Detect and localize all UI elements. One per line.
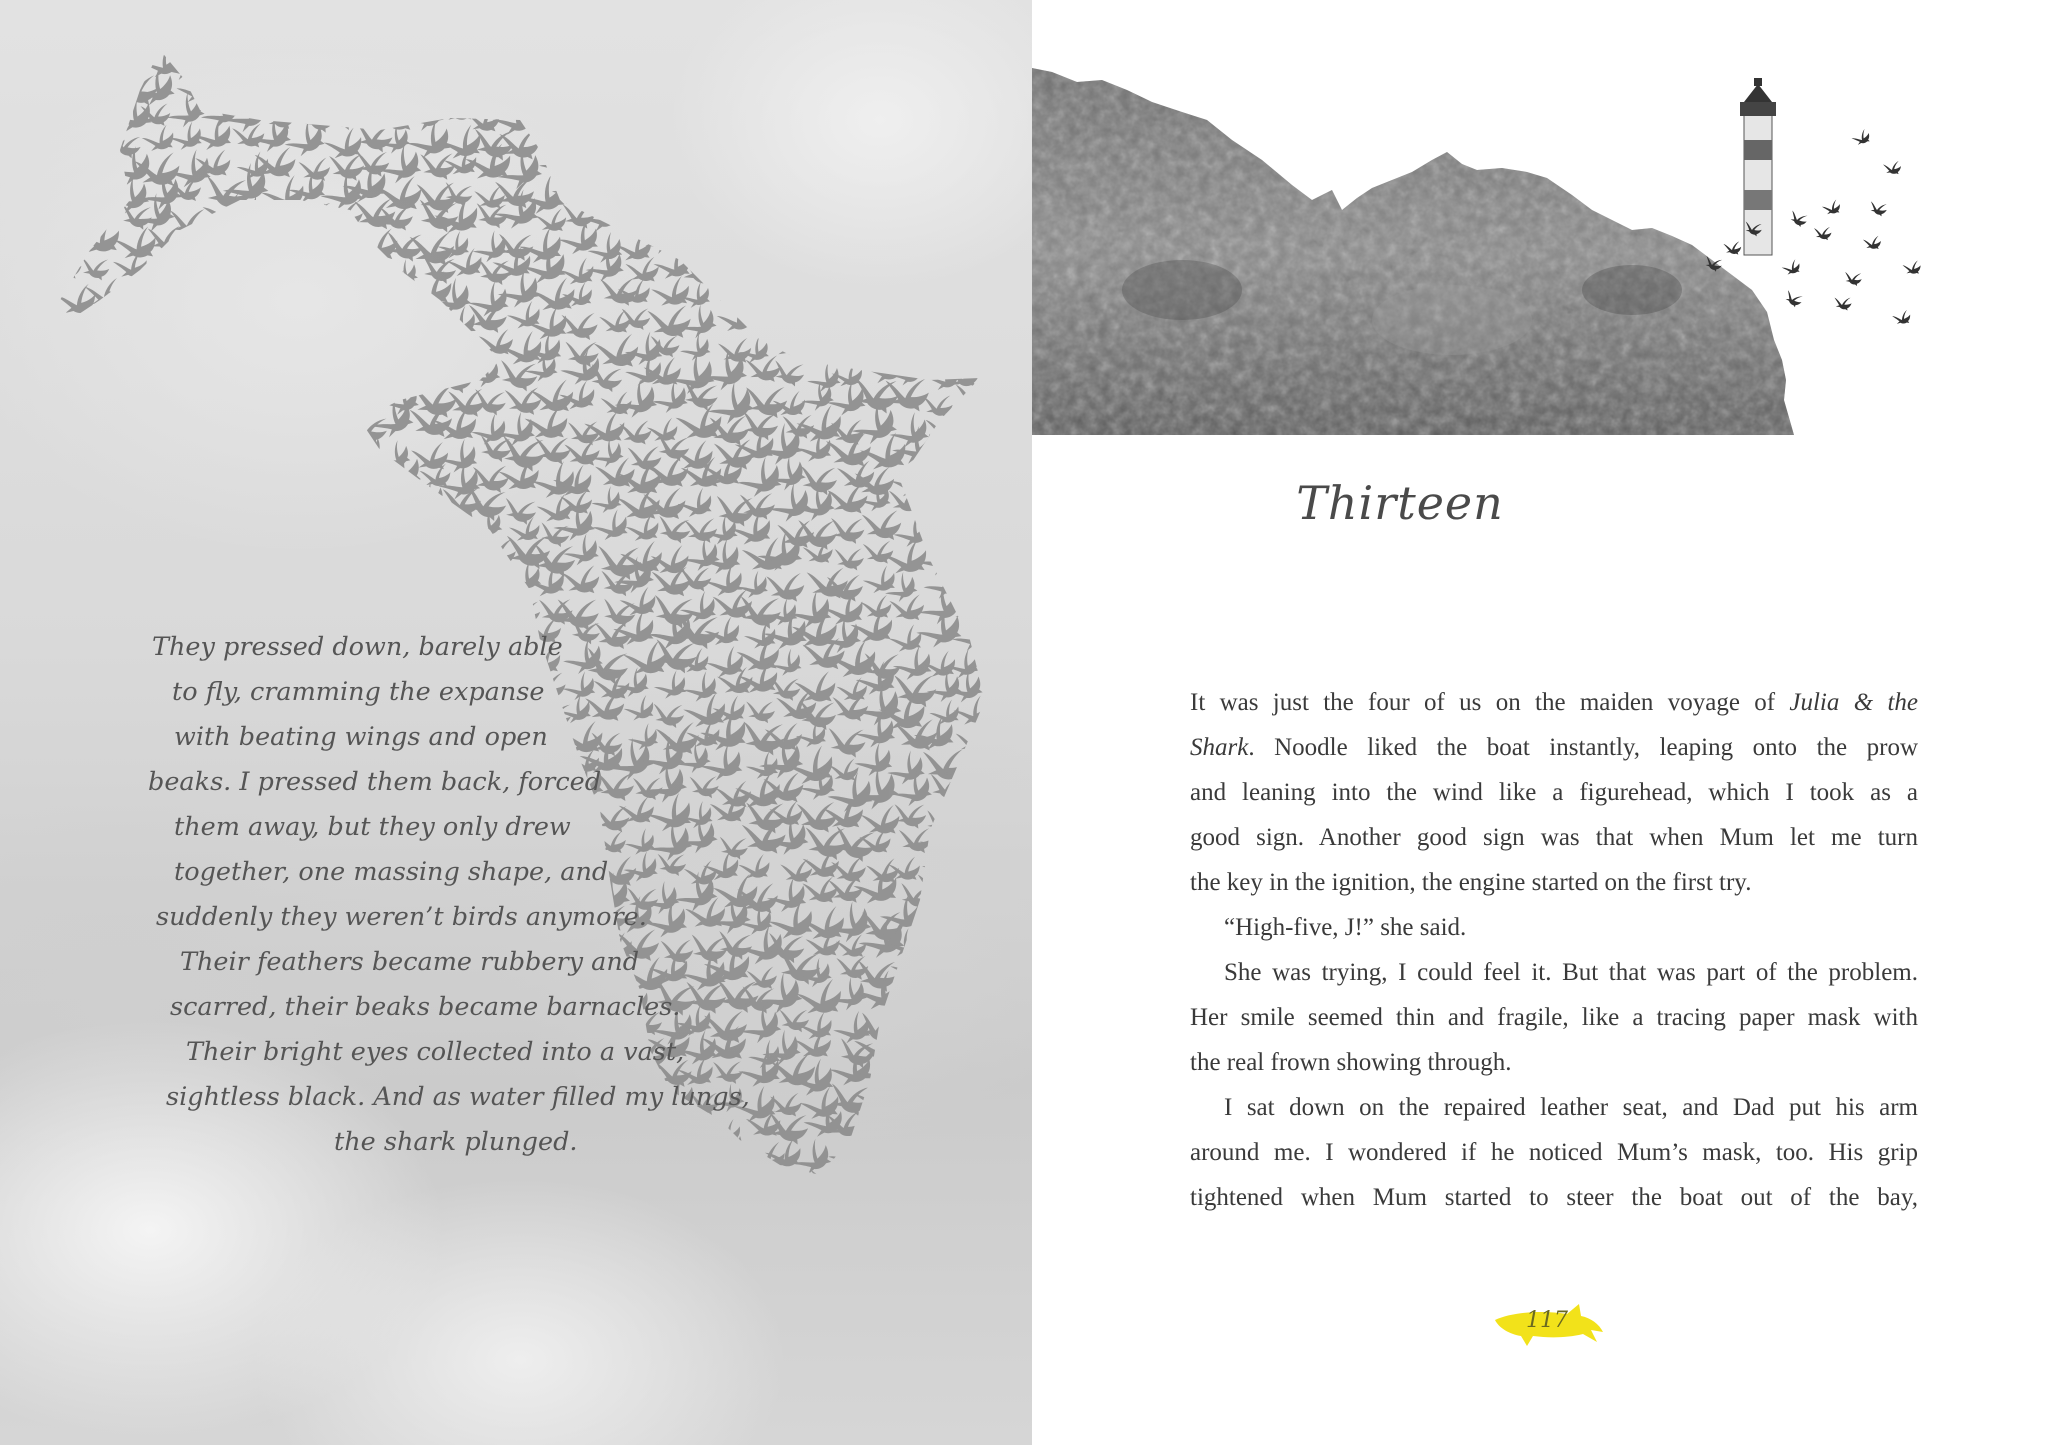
poem-line: them away, but they only drew	[174, 812, 571, 842]
body-line: Shark. Noodle liked the boat instantly, leaping onto the prow	[1190, 734, 1918, 761]
body-line: the key in the ignition, the engine started on the first try.	[1190, 869, 1752, 896]
right-page	[1032, 0, 2048, 1445]
poem-line: scarred, their beaks became barnacles.	[170, 992, 681, 1022]
body-line: around me. I wondered if he noticed Mum’s mask, too. His grip	[1190, 1139, 1918, 1166]
body-line: the real frown showing through.	[1190, 1049, 1512, 1076]
poem-line: beaks. I pressed them back, forced	[148, 767, 602, 797]
poem-line: the shark plunged.	[334, 1127, 578, 1157]
body-line: Her smile seemed thin and fragile, like a tracing paper mask with	[1190, 1004, 1918, 1031]
body-line: tightened when Mum started to steer the boat out of the bay,	[1190, 1184, 1918, 1211]
poem-line: Their feathers became rubbery and	[180, 947, 640, 977]
poem-line: sightless black. And as water filled my lungs,	[166, 1082, 750, 1112]
body-text	[1190, 680, 1918, 1220]
poem-line: suddenly they weren’t birds anymore.	[156, 902, 647, 932]
body-line: I sat down on the repaired leather seat, and Dad put his arm	[1224, 1094, 1918, 1121]
page-number-area	[1487, 1298, 1607, 1358]
poem-line: Their bright eyes collected into a vast,	[186, 1037, 685, 1067]
chapter-title: Thirteen	[1296, 476, 1504, 530]
poem-line: They pressed down, barely able	[152, 632, 563, 662]
body-line: good sign. Another good sign was that when Mum let me turn	[1190, 824, 1918, 851]
body-line: “High-five, J!” she said.	[1224, 914, 1467, 941]
body-line: and leaning into the wind like a figurehead, which I took as a	[1190, 779, 1918, 806]
poem-line: together, one massing shape, and	[174, 857, 609, 887]
page-number: 117	[1526, 1308, 1568, 1333]
poem-line: to fly, cramming the expanse	[172, 677, 545, 707]
cliff-lighthouse-icon	[1032, 60, 2048, 460]
poem-line: with beating wings and open	[174, 722, 548, 752]
body-line: She was trying, I could feel it. But that was part of the problem.	[1224, 959, 1918, 986]
body-line: It was just the four of us on the maiden voyage of Julia & the	[1190, 689, 1918, 716]
